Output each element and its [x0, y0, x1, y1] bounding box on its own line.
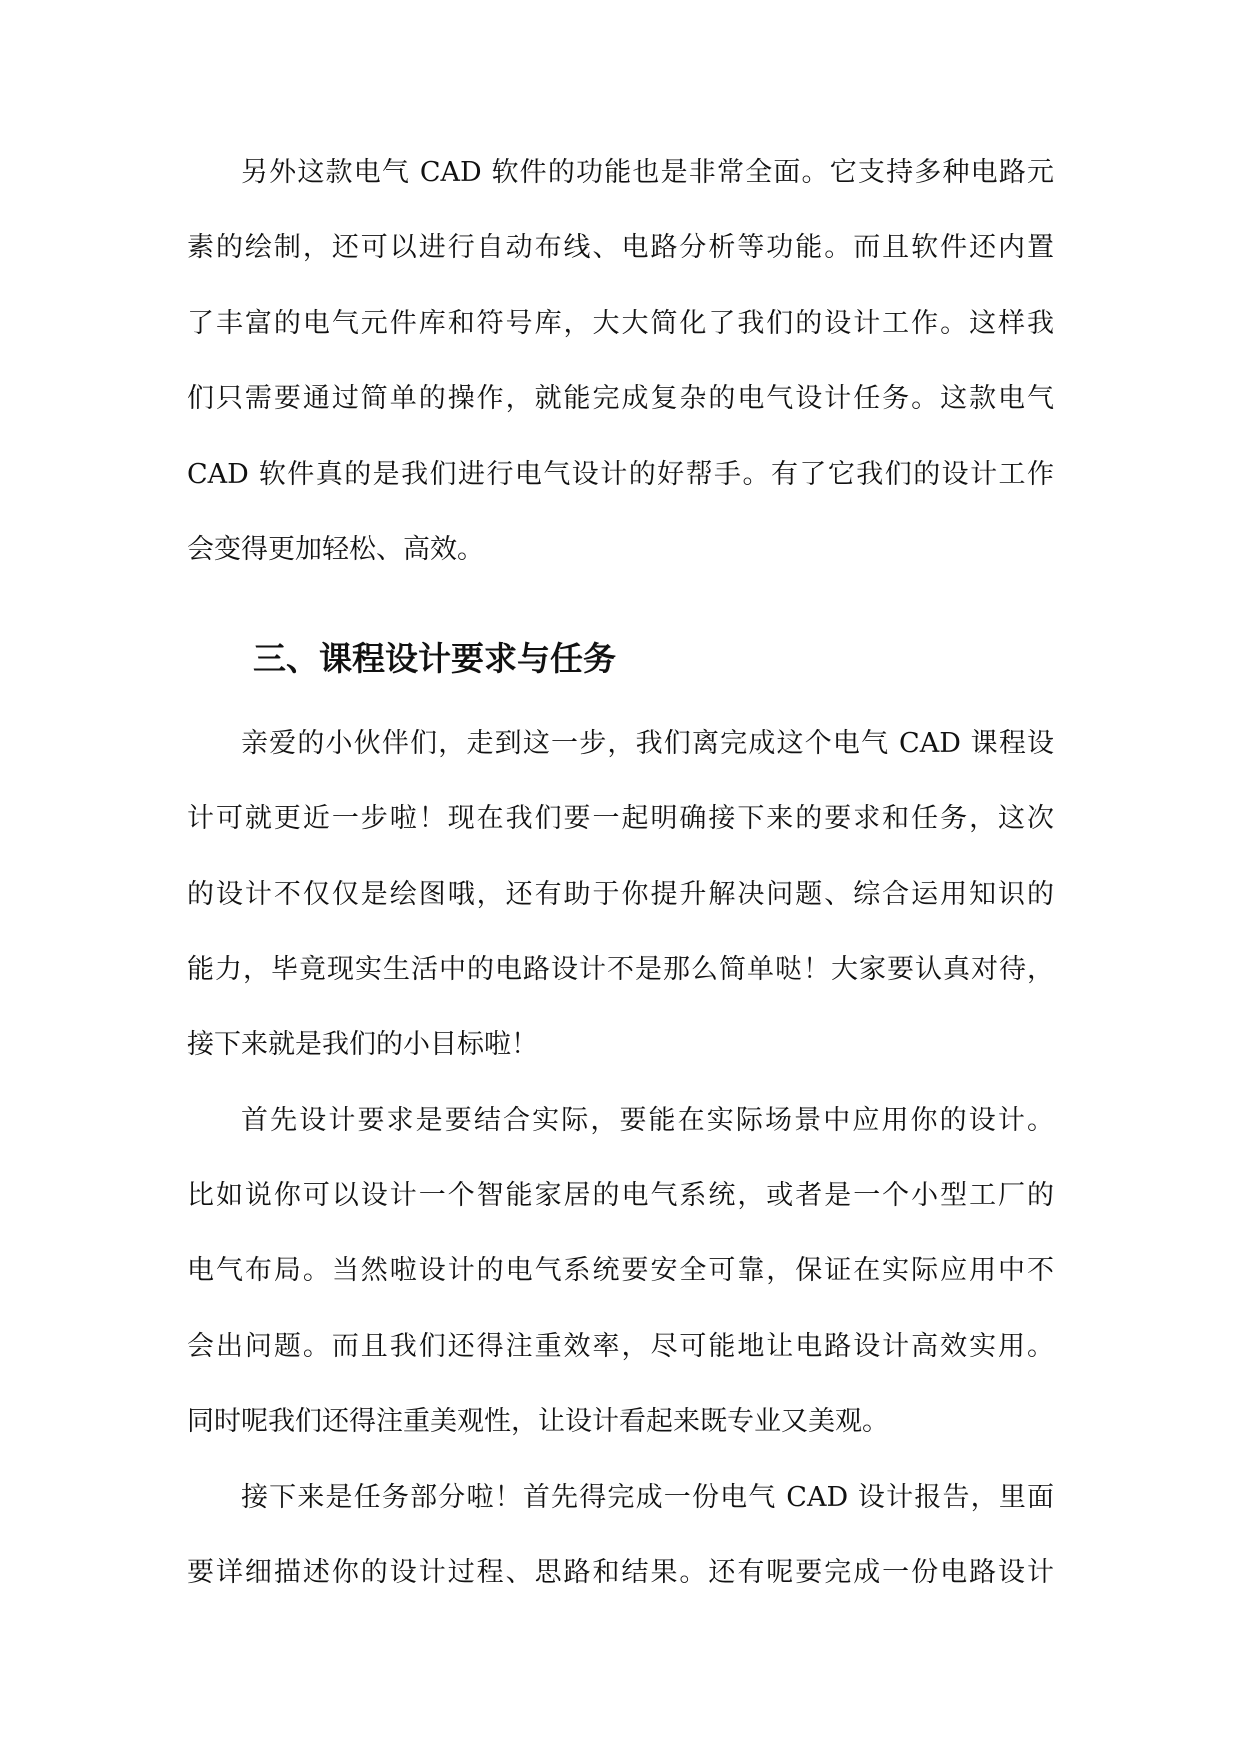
paragraph-line: 同时呢我们还得注重美观性，让设计看起来既专业又美观。 — [187, 1406, 889, 1438]
paragraph-introduction — [187, 706, 1054, 1083]
paragraph-line: 素的绘制，还可以进行自动布线、电路分析等功能。而且软件还内置 — [187, 232, 1054, 264]
paragraph-line: 的设计不仅仅是绘图哦，还有助于你提升解决问题、综合运用知识的 — [187, 878, 1054, 910]
paragraph-line: 另外这款电气 CAD 软件的功能也是非常全面。它支持多种电路元 — [241, 157, 1054, 188]
document-body — [187, 135, 1054, 1610]
paragraph-design-requirements — [187, 1083, 1054, 1460]
paragraph-line: CAD 软件真的是我们进行电气设计的好帮手。有了它我们的设计工作 — [187, 458, 1054, 490]
paragraph-line: 要详细描述你的设计过程、思路和结果。还有呢要完成一份电路设计 — [187, 1557, 1054, 1589]
paragraph-line: 能力，毕竟现实生活中的电路设计不是那么简单哒！大家要认真对待， — [187, 953, 1054, 985]
paragraph-line: 计可就更近一步啦！现在我们要一起明确接下来的要求和任务，这次 — [187, 803, 1054, 835]
paragraph-line: 电气布局。当然啦设计的电气系统要安全可靠，保证在实际应用中不 — [187, 1255, 1054, 1287]
paragraph-line: 比如说你可以设计一个智能家居的电气系统，或者是一个小型工厂的 — [187, 1180, 1054, 1212]
paragraph-line: 会出问题。而且我们还得注重效率，尽可能地让电路设计高效实用。 — [187, 1330, 1054, 1362]
paragraph-line: 首先设计要求是要结合实际，要能在实际场景中应用你的设计。 — [241, 1104, 1054, 1136]
paragraph-software-features — [187, 135, 1054, 587]
paragraph-line: 接下来是任务部分啦！首先得完成一份电气 CAD 设计报告，里面 — [241, 1481, 1054, 1513]
paragraph-line: 们只需要通过简单的操作，就能完成复杂的电气设计任务。这款电气 — [187, 383, 1054, 415]
paragraph-line: 接下来就是我们的小目标啦！ — [187, 1029, 538, 1061]
paragraph-tasks — [187, 1460, 1054, 1611]
paragraph-line: 会变得更加轻松、高效。 — [187, 533, 484, 565]
section-heading: 三、课程设计要求与任务 — [253, 639, 616, 679]
paragraph-line: 亲爱的小伙伴们，走到这一步，我们离完成这个电气 CAD 课程设 — [241, 727, 1054, 759]
paragraph-line: 了丰富的电气元件库和符号库，大大简化了我们的设计工作。这样我 — [187, 307, 1054, 339]
